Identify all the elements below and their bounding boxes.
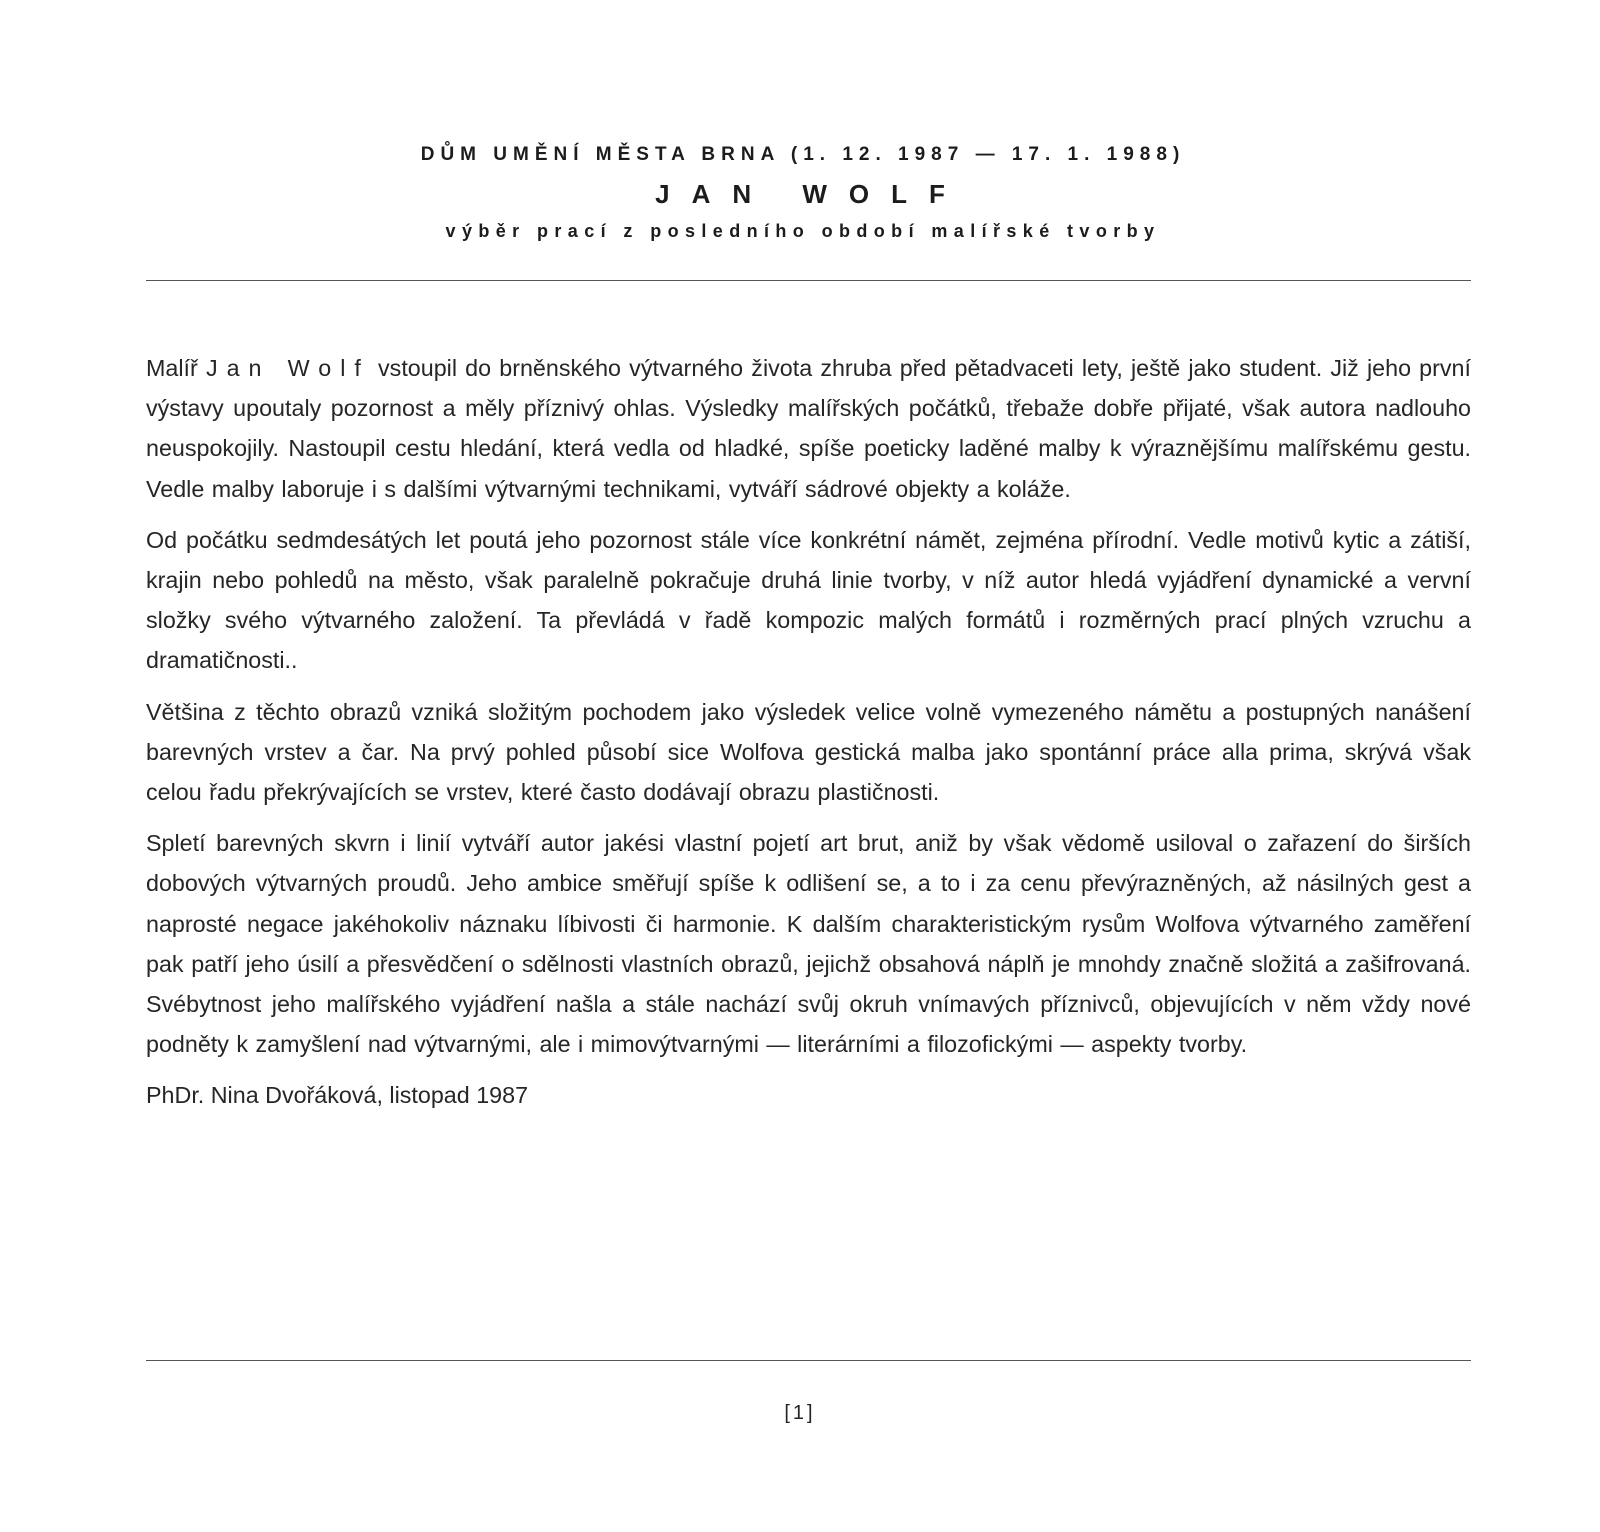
page-number: [1] <box>784 1402 816 1424</box>
venue-line: DŮM UMĚNÍ MĚSTA BRNA (1. 12. 1987 — 17. 1. 1988) <box>420 144 1186 165</box>
top-divider <box>146 280 1471 281</box>
paragraph-3: Většina z těchto obrazů vzniká složitým pochodem jako výsledek velice volně vymezeného námětu a postupných nanášení barevných vrstev a čar. Na prvý pohled působí sice Wolfova gestická malba jako spontánní práce alla prima, skrývá však celou řadu překrývajících se vrstev, které často dodávají obrazu plastičnosti. <box>146 698 1471 806</box>
paragraph-2: Od počátku sedmdesátých let poutá jeho pozornost stále více konkrétní námět, zejména přírodní. Vedle motivů kytic a zátiší, krajin nebo pohledů na město, však paralelně pokračuje druhá linie tvorby, v níž autor hledá vyjádření dynamické a vervní složky svého výtvarného založení. Ta převládá v řadě kompozic malých formátů i rozměrných prací plných vzruchu a dramatičnosti.. <box>146 526 1471 674</box>
author-signature: PhDr. Nina Dvořáková, listopad 1987 <box>146 1082 529 1109</box>
artist-name: JAN WOLF <box>655 179 967 209</box>
paragraph-1-text: vstoupil do brněnského výtvarného života zhruba před pětadvaceti lety, ještě jako student. Již jeho první výstavy upoutaly pozornost a měly příznivý ohlas. Výsledky malířských počátků, třebaže dobře přijaté, však autora nadlouho neuspokojily. Nastoupil cestu hledání, která vedla od hladké, spíše poeticky laděné malby k výraznějšímu malířskému gestu. Vedle malby laboruje i s dalšími výtvarnými technikami, vytváří sádrové objekty a koláže. <box>146 355 1471 502</box>
paragraph-1-lead: Malíř <box>146 355 198 381</box>
exhibition-subtitle: výběr prací z posledního období malířské tvorby <box>445 221 1161 241</box>
page-header <box>0 138 1600 246</box>
artist-name-inline: Jan Wolf <box>205 355 370 381</box>
paragraph-4: Spletí barevných skvrn i linií vytváří autor jakési vlastní pojetí art brut, aniž by však vědomě usiloval o zařazení do širších dobových výtvarných proudů. Jeho ambice směřují spíše k odlišení se, a to i za cenu převýrazněných, až násilných gest a naprosté negace jakéhokoliv náznaku líbivosti či harmonie. K dalším charakteristickým rysům Wolfova výtvarného zaměření pak patří jeho úsilí a přesvědčení o sdělnosti vlastních obrazů, jejichž obsahová náplň je mnohdy značně složitá a zašifrovaná. Svébytnost jeho malířského vyjádření našla a stále nachází svůj okruh vnímavých příznivců, objevujících v něm vždy nové podněty k zamyšlení nad výtvarnými, ale i mimovýtvarnými — literárními a filozofickými — aspekty tvorby. <box>146 830 1471 1058</box>
essay-body <box>146 348 1471 1115</box>
paragraph-1 <box>146 348 1471 509</box>
bottom-divider <box>146 1360 1471 1361</box>
